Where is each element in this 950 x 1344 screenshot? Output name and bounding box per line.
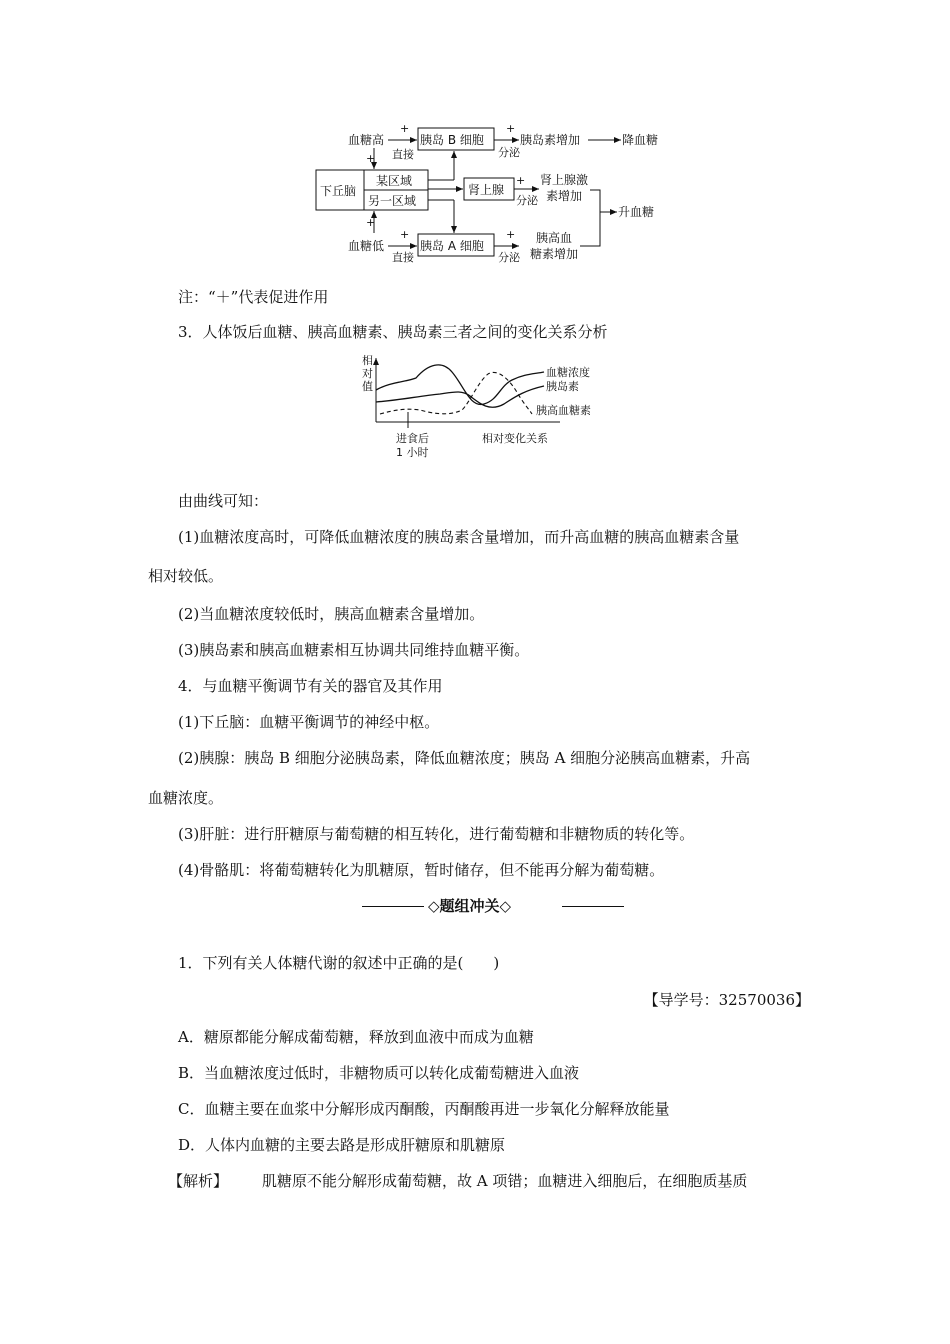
section-3-title: 3．人体饭后血糖、胰高血糖素、胰岛素三者之间的变化关系分析 <box>178 323 608 341</box>
guide-number: 【导学号：32570036】 <box>643 991 810 1009</box>
organ-2-line-2: 血糖浓度。 <box>148 789 224 807</box>
insulin-curve <box>376 386 544 407</box>
region-a-label: 某区域 <box>376 174 413 188</box>
alpha-cell-label: 胰岛 A 细胞 <box>420 239 484 253</box>
organ-4: (4)骨骼肌：将葡萄糖转化为肌糖原，暂时储存，但不能再分解为葡萄糖。 <box>178 861 665 879</box>
option-a: A．糖原都能分解成葡萄糖，释放到血液中而成为血糖 <box>178 1028 534 1046</box>
glucagon-up-label-1: 胰高血 <box>536 231 573 245</box>
region-b-label: 另一区域 <box>368 194 417 208</box>
section-4-title: 4．与血糖平衡调节有关的器官及其作用 <box>178 677 443 695</box>
option-c: C．血糖主要在血浆中分解形成丙酮酸，丙酮酸再进一步氧化分解释放能量 <box>178 1100 670 1118</box>
plus-sign: + <box>506 228 516 241</box>
hormone-curve-graph <box>350 352 640 460</box>
blood-low-label: 血糖低 <box>348 239 385 253</box>
legend-glucose: 血糖浓度 <box>546 366 590 379</box>
plus-sign: + <box>366 152 376 165</box>
blood-high-label: 血糖高 <box>348 133 385 147</box>
curve-intro: 由曲线可知： <box>178 492 269 510</box>
divider-line-right <box>562 906 624 907</box>
insulin-up-label: 胰岛素增加 <box>520 133 581 147</box>
organ-1: (1)下丘脑：血糖平衡调节的神经中枢。 <box>178 713 440 731</box>
y-axis-label-2: 对 <box>362 367 373 380</box>
beta-cell-label: 胰岛 B 细胞 <box>420 133 484 147</box>
point-1-line-2: 相对较低。 <box>148 567 224 585</box>
raise-glucose-label: 升血糖 <box>618 205 655 219</box>
question-stem: 1．下列有关人体糖代谢的叙述中正确的是( ) <box>178 954 500 972</box>
plus-sign: + <box>506 122 516 135</box>
option-d: D．人体内血糖的主要去路是形成肝糖原和肌糖原 <box>178 1136 506 1154</box>
adrenal-label: 肾上腺 <box>468 183 505 197</box>
legend-glucagon: 胰高血糖素 <box>536 404 591 417</box>
diagram-note: 注：“＋”代表促进作用 <box>178 288 329 306</box>
y-axis-label-1: 相 <box>362 354 373 367</box>
analysis-tag: 【解析】 <box>168 1172 229 1190</box>
direct-label-bottom: 直接 <box>392 251 414 264</box>
secrete-label-top: 分泌 <box>498 146 520 159</box>
plus-sign: + <box>400 122 410 135</box>
plus-sign: + <box>366 216 376 229</box>
lower-glucose-label: 降血糖 <box>622 133 659 147</box>
analysis-text: 肌糖原不能分解形成葡萄糖，故 A 项错；血糖进入细胞后，在细胞质基质 <box>262 1172 748 1190</box>
y-axis-label-3: 值 <box>362 380 373 393</box>
glucagon-curve <box>380 372 532 414</box>
blood-glucose-regulation-diagram <box>300 118 680 270</box>
plus-sign: + <box>400 228 410 241</box>
legend-insulin: 胰岛素 <box>546 380 579 393</box>
adrenaline-up-label-2: 素增加 <box>546 189 583 203</box>
adrenaline-up-label-1: 肾上腺激 <box>540 173 589 187</box>
secrete-label-mid: 分泌 <box>516 194 538 207</box>
glucagon-up-label-2: 糖素增加 <box>530 247 579 261</box>
x-axis-label: 相对变化关系 <box>482 432 548 445</box>
point-2: (2)当血糖浓度较低时，胰高血糖素含量增加。 <box>178 605 485 623</box>
organ-3: (3)肝脏：进行肝糖原与葡萄糖的相互转化，进行葡萄糖和非糖物质的转化等。 <box>178 825 695 843</box>
secrete-label-bottom: 分泌 <box>498 251 520 264</box>
point-3: (3)胰岛素和胰高血糖素相互协调共同维持血糖平衡。 <box>178 641 530 659</box>
point-1-line-1: (1)血糖浓度高时，可降低血糖浓度的胰岛素含量增加，而升高血糖的胰高血糖素含量 <box>178 528 740 546</box>
section-divider-title: ◇题组冲关◇ <box>428 897 512 915</box>
direct-label-top: 直接 <box>392 148 414 161</box>
meal-label-2: 1 小时 <box>396 446 429 459</box>
divider-line-left <box>362 906 424 907</box>
organ-2-line-1: (2)胰腺：胰岛 B 细胞分泌胰岛素，降低血糖浓度；胰岛 A 细胞分泌胰高血糖素，升高 <box>178 749 751 767</box>
option-b: B．当血糖浓度过低时，非糖物质可以转化成葡萄糖进入血液 <box>178 1064 580 1082</box>
hypothalamus-label: 下丘脑 <box>320 184 357 198</box>
plus-sign: + <box>516 174 526 187</box>
meal-label-1: 进食后 <box>396 432 429 445</box>
